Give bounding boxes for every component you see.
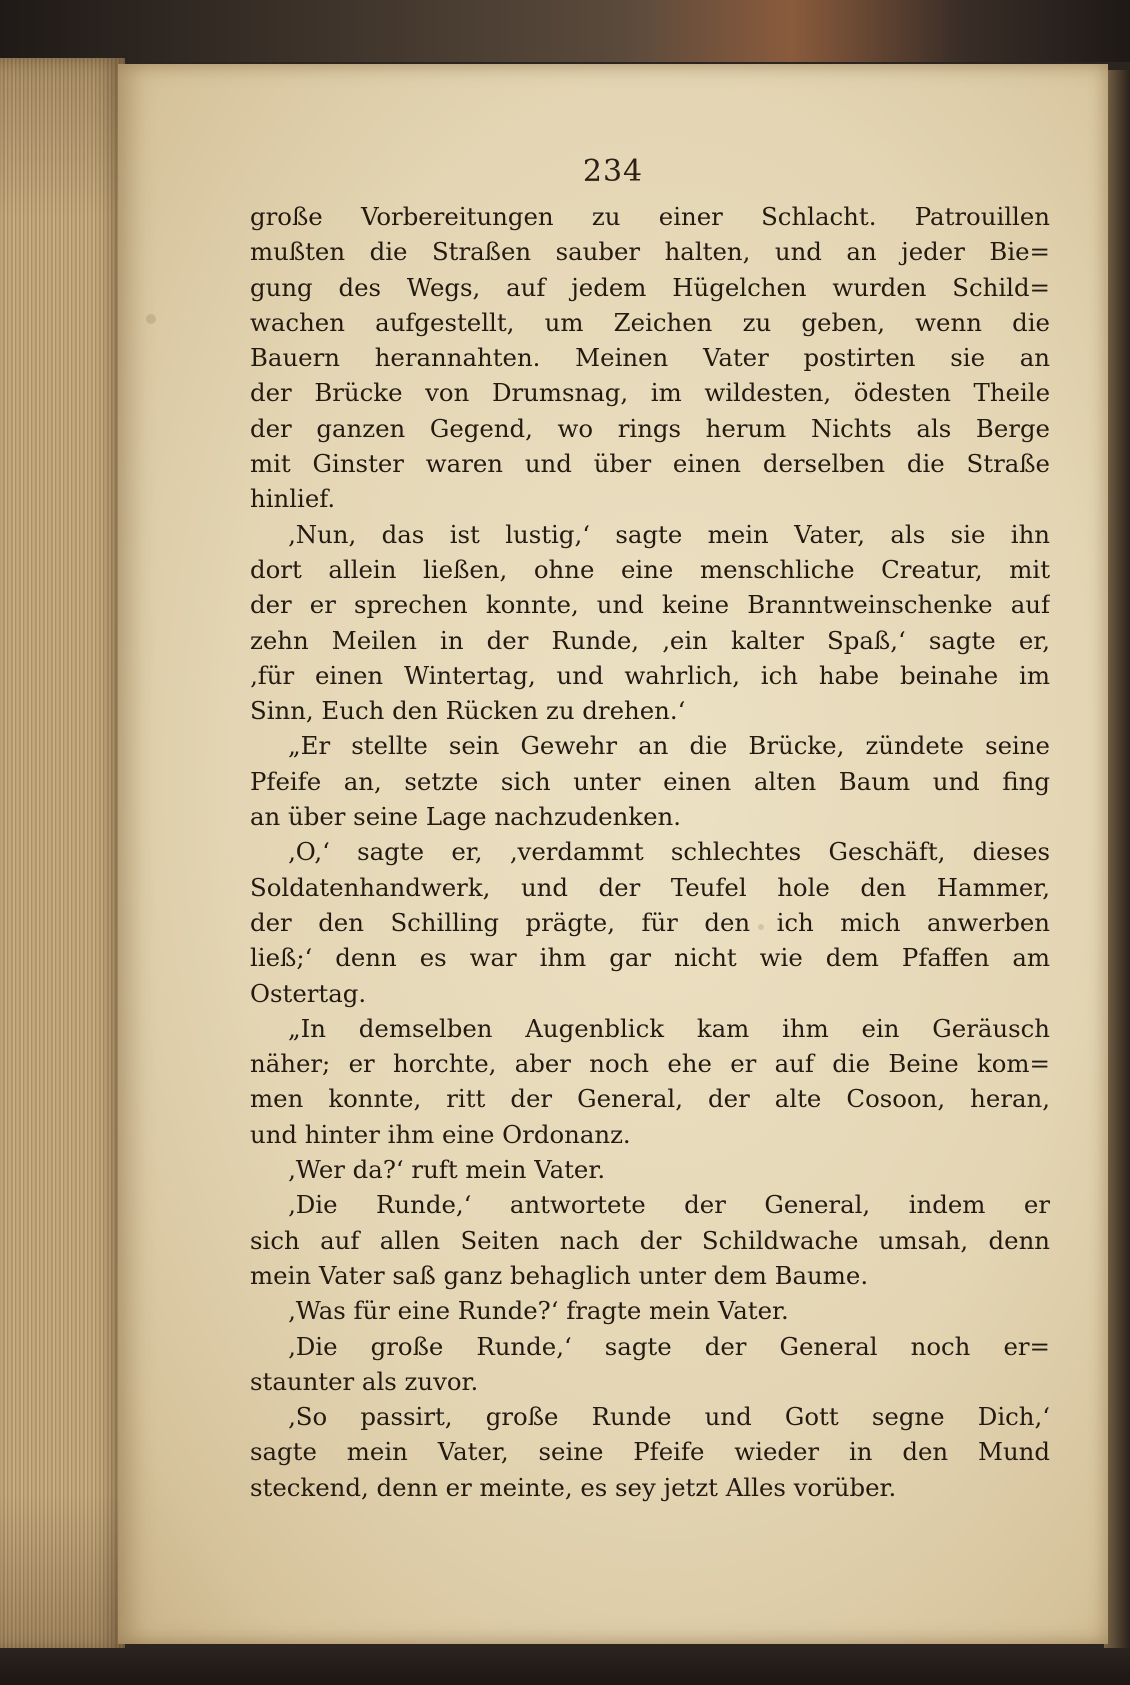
text-line: ‚Die Runde,‘ antwortete der General, indem er	[288, 1190, 1050, 1220]
text-line: staunter als zuvor.	[250, 1366, 479, 1396]
text-line: ‚Nun, das ist lustig,‘ sagte mein Vater, als sie ihn	[288, 519, 1050, 549]
paper-stain	[146, 314, 156, 324]
text-line: „In demselben Augenblick kam ihm ein Geräusch	[288, 1013, 1050, 1043]
text-line: ‚Wer da?‘ ruft mein Vater.	[288, 1155, 606, 1185]
text-line: „Er stellte sein Gewehr an die Brücke, zündete seine	[288, 731, 1050, 761]
text-line: gung des Wegs, auf jedem Hügelchen wurden Schild=	[250, 272, 1050, 302]
text-line: näher; er horchte, aber noch ehe er auf die Beine kom=	[250, 1049, 1050, 1079]
text-line: der ganzen Gegend, wo rings herum Nichts als Berge	[250, 413, 1050, 443]
text-line: ‚für einen Wintertag, und wahrlich, ich habe beinahe im	[250, 660, 1050, 690]
text-line: wachen aufgestellt, um Zeichen zu geben, wenn die	[250, 307, 1050, 337]
text-line: Soldatenhandwerk, und der Teufel hole den Hammer,	[250, 872, 1050, 902]
text-line: der Brücke von Drumsnag, im wildesten, ödesten Theile	[250, 378, 1050, 408]
page-number: 234	[582, 154, 644, 189]
book-cover-top	[0, 0, 1130, 62]
text-line: sich auf allen Seiten nach der Schildwache umsah, denn	[250, 1225, 1050, 1255]
text-line: an über seine Lage nachzudenken.	[250, 802, 681, 832]
text-line: ließ;‘ denn es war ihm gar nicht wie dem Pfaffen am	[250, 943, 1050, 973]
text-line: Ostertag.	[250, 978, 367, 1008]
text-line: mein Vater saß ganz behaglich unter dem Baume.	[250, 1260, 869, 1290]
book-page	[118, 64, 1108, 1644]
text-line: mußten die Straßen sauber halten, und an jeder Bie=	[250, 237, 1050, 267]
text-line: ‚So passirt, große Runde und Gott segne Dich,‘	[288, 1402, 1050, 1432]
text-line: Pfeife an, setzte sich unter einen alten Baum und fing	[250, 766, 1050, 796]
text-line: zehn Meilen in der Runde, ‚ein kalter Spaß,‘ sagte er,	[250, 625, 1050, 655]
text-line: dort allein ließen, ohne eine menschliche Creatur, mit	[250, 554, 1050, 584]
text-line: ‚O,‘ sagte er, ‚verdammt schlechtes Geschäft, dieses	[288, 837, 1050, 867]
page-edge-stack	[0, 58, 125, 1653]
text-line: mit Ginster waren und über einen derselben die Straße	[250, 449, 1050, 479]
text-line: Sinn, Euch den Rücken zu drehen.‘	[250, 696, 686, 726]
page-text	[250, 199, 1050, 1505]
text-line: steckend, denn er meinte, es sey jetzt Alles vorüber.	[250, 1472, 897, 1502]
text-line: sagte mein Vater, seine Pfeife wieder in den Mund	[250, 1437, 1050, 1467]
text-line: Bauern herannahten. Meinen Vater postirten sie an	[250, 343, 1050, 373]
book-cover-bottom	[0, 1648, 1130, 1685]
text-line: ‚Was für eine Runde?‘ fragte mein Vater.	[288, 1296, 789, 1326]
text-line: men konnte, ritt der General, der alte Cosoon, heran,	[250, 1084, 1050, 1114]
text-line: ‚Die große Runde,‘ sagte der General noch er=	[288, 1331, 1050, 1361]
text-line: und hinter ihm eine Ordonanz.	[250, 1119, 631, 1149]
text-line: der er sprechen konnte, und keine Branntweinschenke auf	[250, 590, 1050, 620]
text-line: der den Schilling prägte, für den ich mich anwerben	[250, 907, 1050, 937]
text-line: große Vorbereitungen zu einer Schlacht. Patrouillen	[250, 202, 1050, 231]
text-line: hinlief.	[250, 484, 336, 514]
